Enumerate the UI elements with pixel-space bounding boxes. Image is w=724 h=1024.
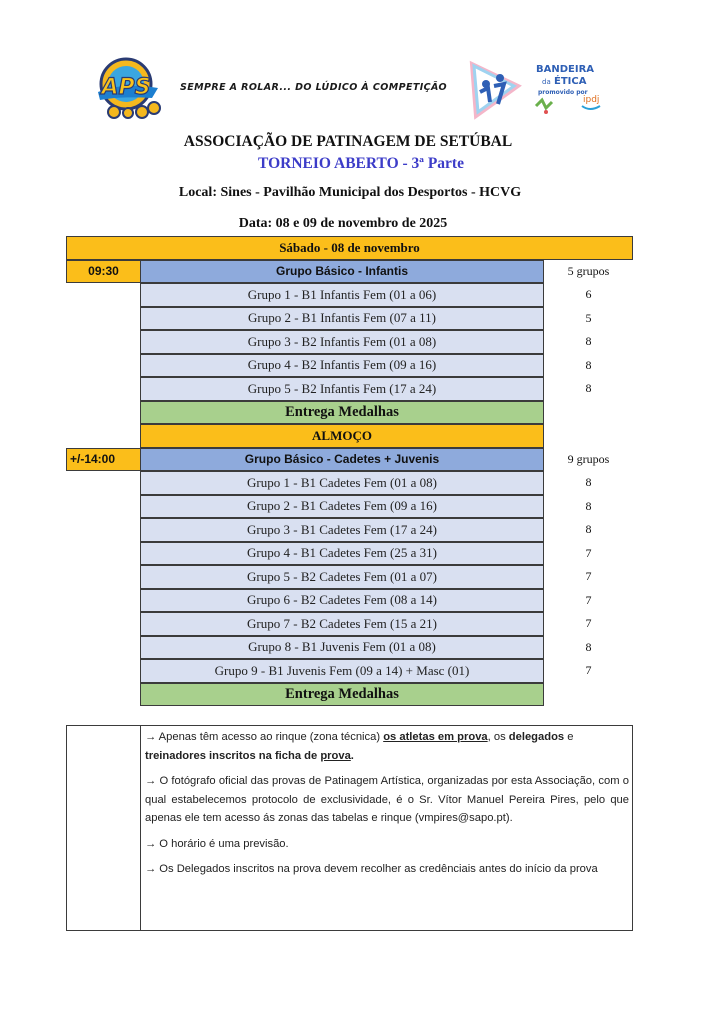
medals-ceremony: Entrega Medalhas	[140, 401, 544, 425]
group-athlete-count: 8	[585, 381, 592, 396]
aps-skating-logo-icon	[92, 56, 164, 120]
group-athlete-count: 8	[585, 522, 592, 537]
block-header-row	[66, 260, 633, 284]
group-label: Grupo 9 - B1 Juvenis Fem (09 a 14) + Masc (01)	[140, 659, 544, 683]
group-label: Grupo 1 - B1 Cadetes Fem (01 a 08)	[140, 471, 544, 495]
group-athlete-count: 8	[585, 475, 592, 490]
note-text: , os	[487, 731, 509, 743]
block-header-row	[66, 448, 633, 472]
group-athlete-count: 8	[585, 357, 592, 372]
group-athlete-count: 8	[585, 639, 592, 654]
aps-logo	[92, 56, 164, 120]
table-row	[66, 330, 633, 354]
table-row	[66, 283, 633, 307]
slogan: SEMPRE A ROLAR... DO LÚDICO À COMPETIÇÃO	[180, 82, 447, 93]
note-emphasis: os atletas em prova	[383, 731, 488, 743]
block-time: +/-14:00	[66, 448, 141, 472]
medals-row	[66, 401, 633, 425]
medals-row	[66, 683, 633, 707]
note-text: e	[564, 731, 574, 743]
etica-line3: promovido por	[538, 89, 588, 96]
bandeira-etica-logo	[466, 58, 616, 122]
group-athlete-count: 7	[585, 616, 592, 631]
group-label: Grupo 3 - B2 Infantis Fem (01 a 08)	[140, 330, 544, 354]
etica-line2: ÉTICA	[554, 76, 587, 87]
group-label: Grupo 3 - B1 Cadetes Fem (17 a 24)	[140, 518, 544, 542]
group-athlete-count: 8	[585, 498, 592, 513]
note-schedule-estimate: → O horário é uma previsão.	[145, 837, 289, 850]
group-athlete-count: 7	[585, 592, 592, 607]
event-date-text: Data: 08 e 09 de novembro de 2025	[238, 216, 448, 231]
table-row	[66, 636, 633, 660]
notes-body	[145, 728, 629, 886]
group-label: Grupo 5 - B2 Cadetes Fem (01 a 07)	[140, 565, 544, 589]
etica-line1: BANDEIRA	[536, 64, 595, 75]
group-label: Grupo 4 - B1 Cadetes Fem (25 a 31)	[140, 542, 544, 566]
group-label: Grupo 1 - B1 Infantis Fem (01 a 06)	[140, 283, 544, 307]
lunch-row	[66, 424, 633, 448]
table-row	[66, 471, 633, 495]
tournament-subtitle-text: TORNEIO ABERTO - 3ª Parte	[258, 155, 464, 172]
block-time: 09:30	[66, 260, 141, 284]
event-location-text: Local: Sines - Pavilhão Municipal dos Desportos - HCVG	[178, 185, 522, 200]
group-label: Grupo 7 - B2 Cadetes Fem (15 a 21)	[140, 612, 544, 636]
note-emphasis: treinadores inscritos na ficha de	[145, 749, 321, 762]
note-emphasis: prova	[320, 749, 351, 762]
note-emphasis: .	[350, 749, 354, 762]
notes-left-cell	[67, 726, 141, 930]
table-row	[66, 307, 633, 331]
note-photographer: → O fotógrafo oficial das provas de Patinagem Artística, organizadas por esta Associação, com o qual estabelecemos protocolo de exclusividade, é o Sr. Vítor Manuel Pereira Pires, pelo que apenas ele tem acesso ás zonas das tabelas e rinque (vmpires@sapo.pt).	[145, 775, 629, 824]
day-header-row	[66, 236, 633, 260]
association-title	[0, 133, 724, 151]
note-emphasis: delegados	[508, 731, 565, 743]
note-text: → Apenas têm acesso ao rinque (zona técnica)	[145, 731, 384, 743]
group-label: Grupo 8 - B1 Juvenis Fem (01 a 08)	[140, 636, 544, 660]
event-date	[0, 216, 724, 232]
event-location	[0, 185, 724, 201]
group-athlete-count: 5	[585, 310, 592, 325]
tournament-subtitle	[0, 155, 724, 173]
table-row	[66, 589, 633, 613]
note-credentials: → Os Delegados inscritos na prova devem recolher as credênciais antes do início da prova	[145, 863, 598, 875]
group-athlete-count: 7	[585, 569, 592, 584]
etica-line2-small: da	[542, 78, 551, 86]
block-group-count: 5 grupos	[567, 263, 610, 278]
block-title: Grupo Básico - Cadetes + Juvenis	[140, 448, 544, 472]
table-row	[66, 565, 633, 589]
group-label: Grupo 2 - B1 Cadetes Fem (09 a 16)	[140, 495, 544, 519]
group-label: Grupo 5 - B2 Infantis Fem (17 a 24)	[140, 377, 544, 401]
aps-logo-text: APS	[101, 75, 151, 100]
group-athlete-count: 6	[585, 287, 592, 302]
table-row	[66, 518, 633, 542]
block-group-count: 9 grupos	[567, 451, 610, 466]
ipdj-wave-icon	[582, 106, 600, 109]
block-title: Grupo Básico - Infantis	[140, 260, 544, 284]
note-access	[145, 728, 629, 765]
group-label: Grupo 2 - B1 Infantis Fem (07 a 11)	[140, 307, 544, 331]
group-athlete-count: 7	[585, 545, 592, 560]
lunch-break: ALMOÇO	[140, 424, 544, 448]
table-row	[66, 377, 633, 401]
group-label: Grupo 6 - B2 Cadetes Fem (08 a 14)	[140, 589, 544, 613]
table-row	[66, 612, 633, 636]
pnpp-logo-icon	[536, 100, 552, 108]
table-row	[66, 542, 633, 566]
association-title-text: ASSOCIAÇÃO DE PATINAGEM DE SETÚBAL	[183, 133, 513, 150]
ipdj-logo-text: ipdj	[583, 95, 600, 105]
bandeira-etica-icon	[466, 58, 616, 122]
medals-ceremony: Entrega Medalhas	[140, 683, 544, 707]
table-row	[66, 659, 633, 683]
group-athlete-count: 8	[585, 334, 592, 349]
day-header: Sábado - 08 de novembro	[66, 236, 633, 260]
notes-box	[66, 725, 633, 931]
table-row	[66, 354, 633, 378]
table-row	[66, 495, 633, 519]
group-label: Grupo 4 - B2 Infantis Fem (09 a 16)	[140, 354, 544, 378]
group-athlete-count: 7	[585, 663, 592, 678]
